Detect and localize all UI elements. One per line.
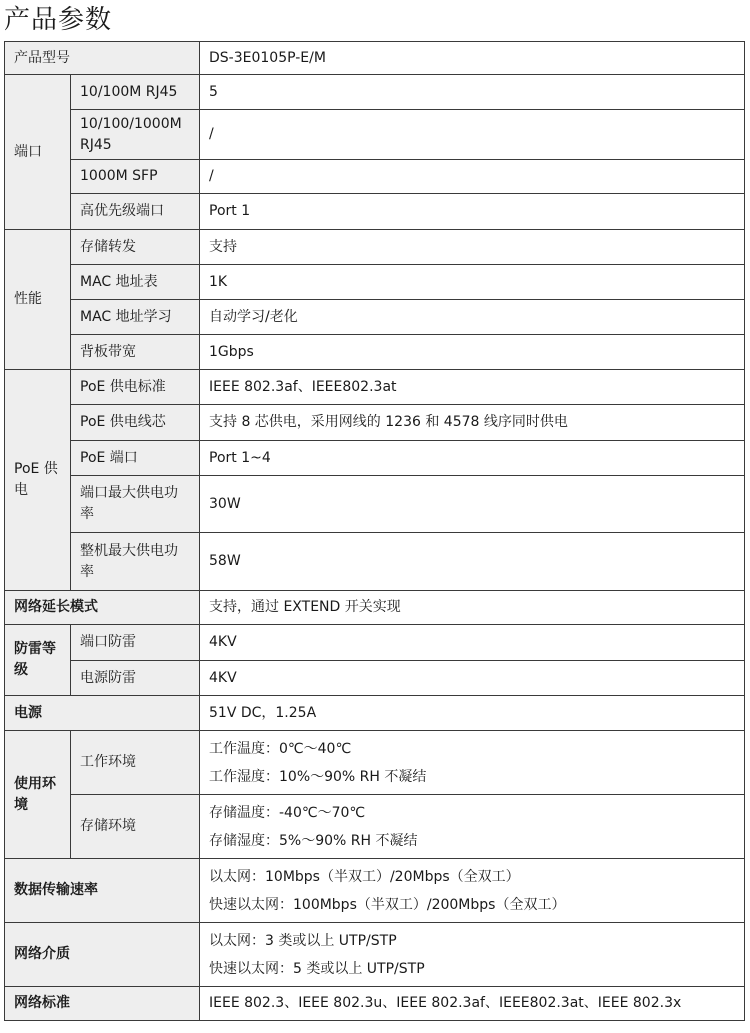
environment-value — [200, 731, 745, 795]
media-value — [200, 923, 745, 987]
ports-value: 5 — [200, 75, 745, 110]
performance-value: 自动学习/老化 — [200, 300, 745, 335]
ports-value: Port 1 — [200, 194, 745, 230]
power-label: 电源 — [5, 696, 200, 731]
standard-value: IEEE 802.3、IEEE 802.3u、IEEE 802.3af、IEEE802.3at、IEEE 802.3x — [200, 987, 745, 1021]
value-line: 以太网：10Mbps（半双工）/20Mbps（全双工） — [209, 868, 520, 885]
ports-label: 高优先级端口 — [71, 194, 200, 230]
speed-label: 数据传输速率 — [5, 859, 200, 923]
model-value: DS-3E0105P-E/M — [200, 42, 745, 75]
poe-value: Port 1~4 — [200, 441, 745, 476]
standard-label: 网络标准 — [5, 987, 200, 1021]
environment-label: 存储环境 — [71, 795, 200, 859]
table-row — [5, 661, 745, 696]
value-line: 工作温度：0℃～40℃ — [209, 740, 352, 757]
table-row — [5, 370, 745, 405]
lightning-value: 4KV — [200, 625, 745, 661]
ports-value: / — [200, 160, 745, 194]
value-line: 工作湿度：10%～90% RH 不凝结 — [209, 768, 427, 785]
environment-group: 使用环境 — [5, 731, 71, 859]
value-line: 快速以太网：5 类或以上 UTP/STP — [209, 960, 425, 977]
table-row — [5, 441, 745, 476]
value-line: 存储湿度：5%～90% RH 不凝结 — [209, 832, 418, 849]
ports-label: 10/100/1000M RJ45 — [71, 110, 200, 160]
performance-label: 背板带宽 — [71, 335, 200, 370]
table-row — [5, 795, 745, 859]
table-row — [5, 859, 745, 923]
poe-group: PoE 供电 — [5, 370, 71, 591]
poe-label: 整机最大供电功率 — [71, 533, 200, 591]
power-value: 51V DC，1.25A — [200, 696, 745, 731]
value-line: 存储温度：-40℃～70℃ — [209, 804, 366, 821]
ports-label: 1000M SFP — [71, 160, 200, 194]
table-row — [5, 405, 745, 441]
performance-value: 1Gbps — [200, 335, 745, 370]
poe-label: PoE 供电标准 — [71, 370, 200, 405]
lightning-group: 防雷等级 — [5, 625, 71, 696]
table-row — [5, 194, 745, 230]
poe-label: 端口最大供电功率 — [71, 476, 200, 533]
table-row — [5, 335, 745, 370]
table-row — [5, 230, 745, 265]
performance-group: 性能 — [5, 230, 71, 370]
table-row — [5, 42, 745, 75]
poe-label: PoE 供电线芯 — [71, 405, 200, 441]
value-line: 快速以太网：100Mbps（半双工）/200Mbps（全双工） — [209, 896, 566, 913]
poe-value: 30W — [200, 476, 745, 533]
table-row — [5, 625, 745, 661]
extend-value: 支持，通过 EXTEND 开关实现 — [200, 591, 745, 625]
table-row — [5, 75, 745, 110]
page-title: 产品参数 — [4, 5, 113, 35]
table-row — [5, 987, 745, 1021]
media-label: 网络介质 — [5, 923, 200, 987]
lightning-value: 4KV — [200, 661, 745, 696]
lightning-label: 端口防雷 — [71, 625, 200, 661]
poe-label: PoE 端口 — [71, 441, 200, 476]
performance-label: MAC 地址学习 — [71, 300, 200, 335]
performance-value: 1K — [200, 265, 745, 300]
ports-label: 10/100M RJ45 — [71, 75, 200, 110]
extend-label: 网络延长模式 — [5, 591, 200, 625]
speed-value — [200, 859, 745, 923]
model-label: 产品型号 — [5, 42, 200, 75]
lightning-label: 电源防雷 — [71, 661, 200, 696]
table-row — [5, 160, 745, 194]
environment-value — [200, 795, 745, 859]
ports-group: 端口 — [5, 75, 71, 230]
poe-value: 58W — [200, 533, 745, 591]
table-row — [5, 110, 745, 160]
table-row — [5, 696, 745, 731]
performance-label: MAC 地址表 — [71, 265, 200, 300]
table-row — [5, 923, 745, 987]
performance-label: 存储转发 — [71, 230, 200, 265]
spec-table — [4, 41, 745, 1021]
performance-value: 支持 — [200, 230, 745, 265]
table-row — [5, 300, 745, 335]
table-row — [5, 533, 745, 591]
poe-value: 支持 8 芯供电，采用网线的 1236 和 4578 线序同时供电 — [200, 405, 745, 441]
table-row — [5, 476, 745, 533]
ports-value: / — [200, 110, 745, 160]
poe-value: IEEE 802.3af、IEEE802.3at — [200, 370, 745, 405]
table-row — [5, 265, 745, 300]
table-row — [5, 591, 745, 625]
environment-label: 工作环境 — [71, 731, 200, 795]
table-row — [5, 731, 745, 795]
value-line: 以太网：3 类或以上 UTP/STP — [209, 932, 397, 949]
